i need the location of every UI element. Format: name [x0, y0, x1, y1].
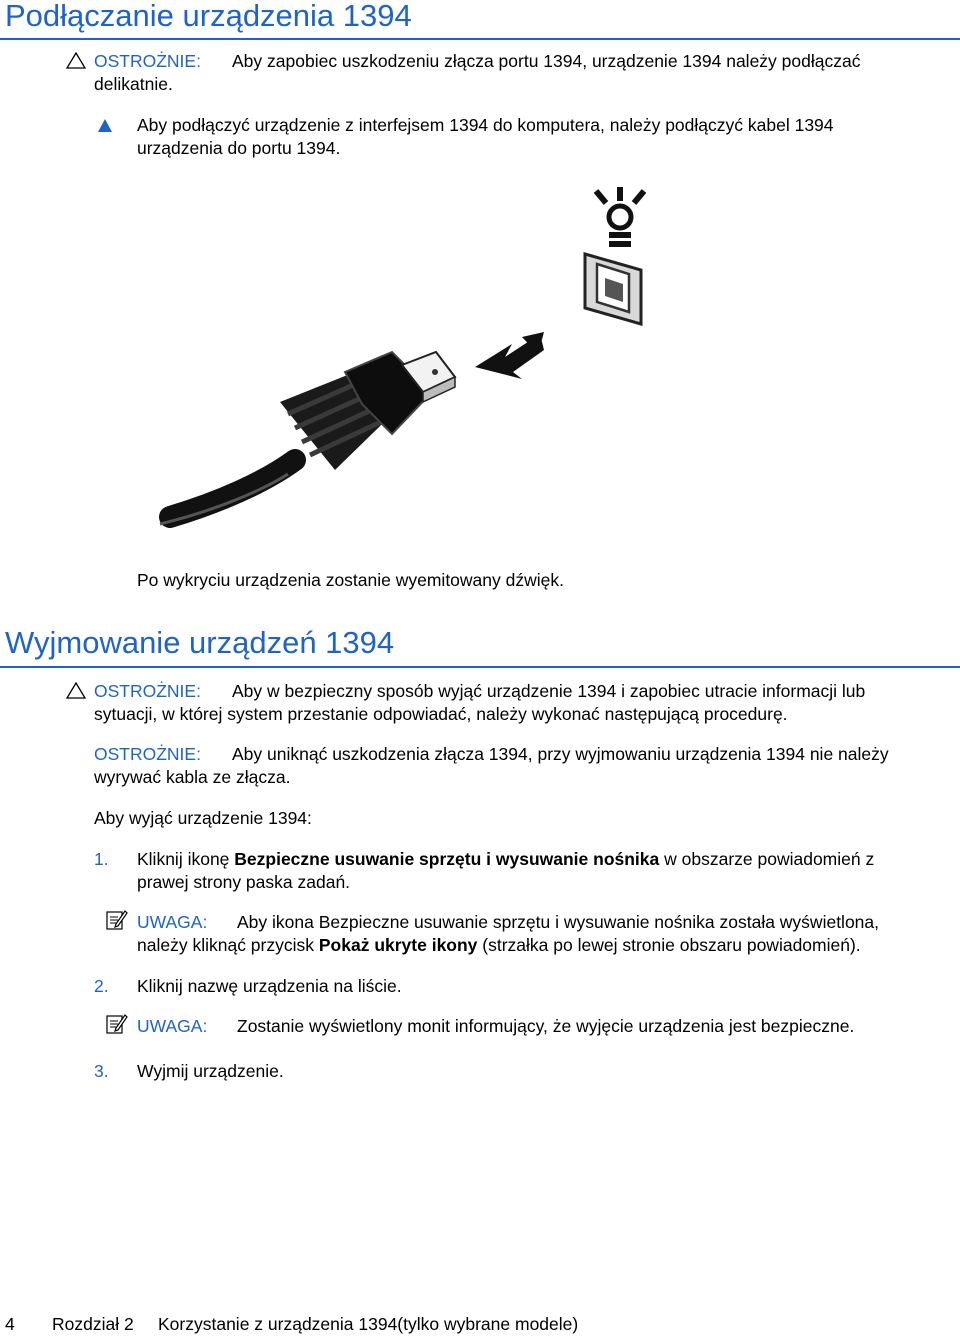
- cable-port-illustration: [130, 182, 670, 540]
- step-number: 2.: [94, 976, 109, 996]
- step-1-bold: Bezpieczne usuwanie sprzętu i wysuwanie nośnika: [234, 849, 660, 869]
- caution-text-2: delikatnie.: [94, 74, 173, 94]
- footer-title: Korzystanie z urządzenia 1394(tylko wybrane modele): [158, 1314, 579, 1334]
- insert-arrow-icon: [475, 332, 544, 379]
- note-text-3: (strzałka po lewej stronie obszaru powiadomień).: [477, 935, 861, 955]
- heading-rule-2: [0, 666, 960, 668]
- section2-heading: Wyjmowanie urządzeń 1394: [5, 625, 395, 660]
- step-1-text-post: w obszarze powiadomień z: [659, 849, 875, 869]
- caution-triangle-icon: [66, 682, 86, 699]
- caution-text: Aby zapobiec uszkodzeniu złącza portu 1394, urządzenie 1394 należy podłączać: [232, 51, 861, 71]
- note-pencil-icon: [106, 1012, 128, 1034]
- step-2-text: Kliknij nazwę urządzenia na liście.: [137, 976, 402, 996]
- footer-chapter: Rozdział 2: [52, 1314, 134, 1334]
- after-image-text: Po wykryciu urządzenia zostanie wyemitowany dźwięk.: [137, 570, 564, 590]
- step-3-text: Wyjmij urządzenie.: [137, 1061, 284, 1081]
- step-1-text: Kliknij ikonę: [137, 849, 235, 869]
- note-text: Zostanie wyświetlony monit informujący, że wyjęcie urządzenia jest bezpieczne.: [237, 1016, 855, 1036]
- bullet-triangle-icon: [97, 118, 113, 133]
- caution-text-2: wyrywać kabla ze złącza.: [94, 767, 291, 787]
- note-label: UWAGA:: [137, 912, 208, 932]
- note-text: Aby ikona Bezpieczne usuwanie sprzętu i wysuwanie nośnika została wyświetlona,: [237, 912, 880, 932]
- firewire-port-icon: [585, 254, 641, 324]
- note-bold: Pokaż ukryte ikony: [318, 935, 478, 955]
- note-label: UWAGA:: [137, 1016, 208, 1036]
- heading-rule: [0, 38, 960, 40]
- step-number: 1.: [94, 849, 109, 869]
- steps-intro: Aby wyjąć urządzenie 1394:: [94, 808, 312, 828]
- note-block-2: [137, 1015, 957, 1038]
- note-text-2: należy kliknąć przycisk: [137, 935, 319, 955]
- caution-block-2: [94, 680, 954, 726]
- section1-heading: Podłączanie urządzenia 1394: [5, 0, 412, 33]
- caution-block: [94, 50, 954, 96]
- step-block: [137, 114, 937, 160]
- caution-triangle-icon: [66, 52, 86, 69]
- caution-block-3: [94, 743, 960, 789]
- firewire-symbol-icon: [596, 187, 644, 247]
- caution-text-2: sytuacji, w której system przestanie odpowiadać, należy wykonać następującą procedurę.: [94, 704, 788, 724]
- note-pencil-icon: [106, 908, 128, 930]
- cable-plug-icon: [280, 352, 455, 470]
- caution-label: OSTROŻNIE:: [94, 51, 201, 71]
- step-text-2: urządzenia do portu 1394.: [137, 138, 341, 158]
- step-1-text-2: prawej strony paska zadań.: [137, 872, 351, 892]
- step-text: Aby podłączyć urządzenie z interfejsem 1394 do komputera, należy podłączyć kabel 1394: [137, 115, 834, 135]
- page-number: 4: [5, 1314, 15, 1334]
- step-number: 3.: [94, 1061, 109, 1081]
- caution-label: OSTROŻNIE:: [94, 744, 201, 764]
- caution-label: OSTROŻNIE:: [94, 681, 201, 701]
- step-1-block: [137, 848, 957, 894]
- caution-text: Aby w bezpieczny sposób wyjąć urządzenie 1394 i zapobiec utracie informacji lub: [232, 681, 866, 701]
- note-block: [137, 911, 957, 957]
- caution-text: Aby uniknąć uszkodzenia złącza 1394, przy wyjmowaniu urządzenia 1394 nie należy: [232, 744, 889, 764]
